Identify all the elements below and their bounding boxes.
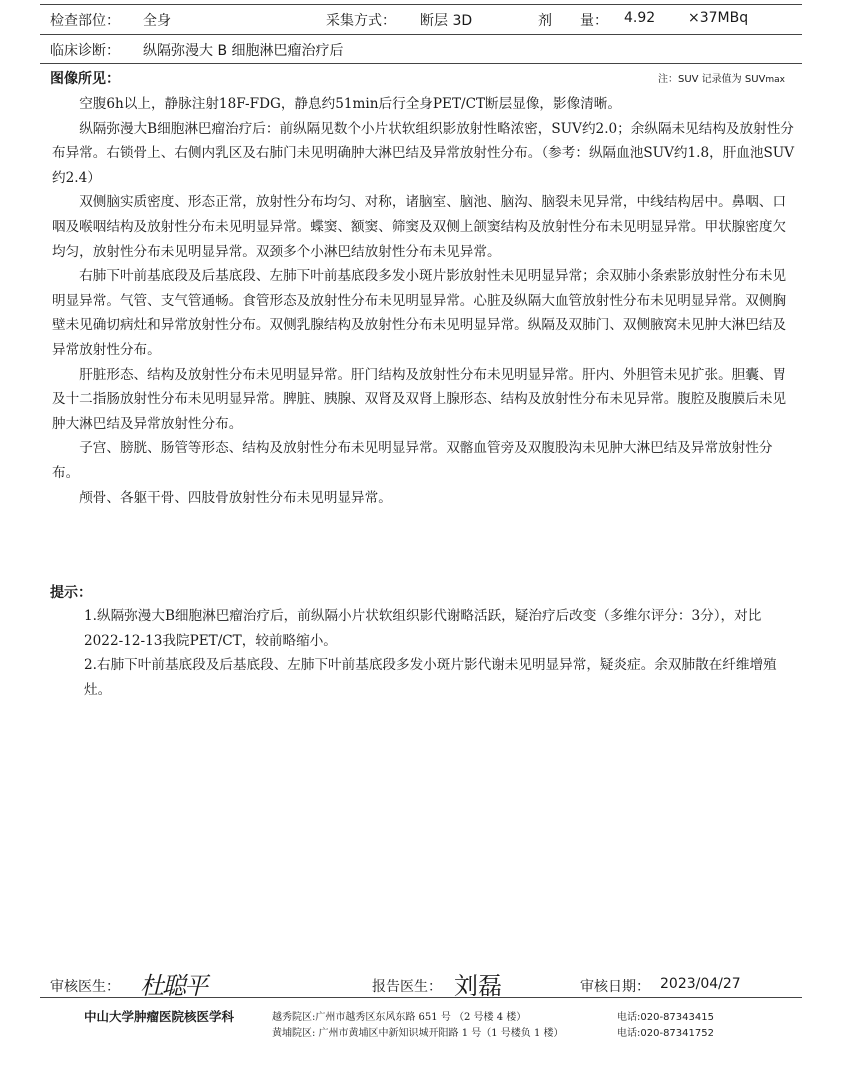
findings-paragraph: 颅骨、各躯干骨、四肢骨放射性分布未见明显异常。 [79,489,392,506]
impression-body [84,604,797,702]
findings-paragraph: 空腹6h以上，静脉注射18F-FDG，静息约51min后行全身PET/CT断层显像，影像清晰。 [79,96,621,112]
findings-paragraph: 子宫、膀胱、肠管等形态、结构及放射性分布未见明显异常。双髂血管旁及双腹股沟未见肿大淋巴结及异常放射性分布。 [52,440,773,481]
reviewer-signature: 杜聪平 [140,972,206,1000]
suv-note-subscript: max [765,75,785,85]
acquisition-mode-value: 断层 3D [420,13,473,29]
campus-1-phone: 电话:020-87343415 [617,1012,714,1023]
impression-heading: 提示： [50,585,92,601]
exam-part-value: 全身 [143,13,171,29]
footer-rule [40,997,802,998]
suv-note-text: 注：SUV 记录值为 SUV [658,74,766,85]
reporter-signature: 刘磊 [454,972,502,1000]
review-date-value: 2023/04/27 [660,976,741,992]
dose-label: 剂 量： [538,13,608,29]
campus-1-address: 越秀院区:广州市越秀区东风东路 651 号 （2 号楼 4 楼） [272,1012,527,1023]
impression-item: 1.纵隔弥漫大B细胞淋巴瘤治疗后，前纵隔小片状软组织影代谢略活跃，疑治疗后改变（多维尔评分：3分），对比2022-12-13我院PET/CT，较前略缩小。 [84,608,762,649]
acquisition-mode-label: 采集方式： [326,13,396,29]
impression-item: 2.右肺下叶前基底段及后基底段、左肺下叶前基底段多发小斑片影代谢未见明显异常，疑炎症。余双肺散在纤维增殖灶。 [84,657,777,698]
campus-2-phone: 电话:020-87341752 [617,1028,714,1039]
findings-paragraph: 右肺下叶前基底段及后基底段、左肺下叶前基底段多发小斑片影放射性未见明显异常；余双肺小条索影放射性分布未见明显异常。气管、支气管通畅。食管形态及放射性分布未见明显异常。心脏及纵隔大血管放射性分布未见明显异常。双侧胸壁未见确切病灶和异常放射性分布。双侧乳腺结构及放射性分布未见明显异常。纵隔及双肺门、双侧腋窝未见肿大淋巴结及异常放射性分布。 [52,268,787,358]
review-date-label: 审核日期： [580,979,650,995]
campus-2-address: 黄埔院区: 广州市黄埔区中新知识城开阳路 1 号（1 号楼负 1 楼） [272,1028,564,1039]
institution-name: 中山大学肿瘤医院核医学科 [84,1009,235,1024]
header-divider-1 [40,34,802,35]
dose-unit: ×37MBq [688,10,749,26]
reviewer-label: 审核医生： [50,979,120,995]
findings-body [52,92,797,510]
exam-part-label: 检查部位： [50,13,120,29]
findings-paragraph: 纵隔弥漫大B细胞淋巴瘤治疗后：前纵隔见数个小片状软组织影放射性略浓密，SUV约2.0；余纵隔未见结构及放射性分布异常。右锁骨上、右侧内乳区及右肺门未见明确肿大淋巴结及异常放射性分布。（参考：纵隔血池SUV约1.8，肝血池SUV约2.4） [52,120,795,186]
findings-heading: 图像所见： [50,71,120,87]
clinical-diagnosis-label: 临床诊断： [50,43,120,59]
findings-paragraph: 肝脏形态、结构及放射性分布未见明显异常。肝门结构及放射性分布未见明显异常。肝内、外胆管未见扩张。胆囊、胃及十二指肠放射性分布未见明显异常。脾脏、胰腺、双肾及双肾上腺形态、结构及放射性分布未见异常。腹腔及腹膜后未见肿大淋巴结及异常放射性分布。 [52,366,787,432]
reporter-label: 报告医生： [372,979,442,995]
suv-note [658,70,785,85]
findings-paragraph: 双侧脑实质密度、形态正常，放射性分布均匀、对称，诸脑室、脑池、脑沟、脑裂未见异常，中线结构居中。鼻咽、口咽及喉咽结构及放射性分布未见明显异常。蝶窦、额窦、筛窦及双侧上颌窦结构及放射性分布未见明显异常。甲状腺密度欠均匀，放射性分布未见明显异常。双颈多个小淋巴结放射性分布未见异常。 [52,194,787,260]
dose-value: 4.92 [624,10,656,26]
top-rule [40,4,802,5]
header-divider-2 [40,63,802,64]
clinical-diagnosis-value: 纵隔弥漫大 B 细胞淋巴瘤治疗后 [143,43,344,59]
